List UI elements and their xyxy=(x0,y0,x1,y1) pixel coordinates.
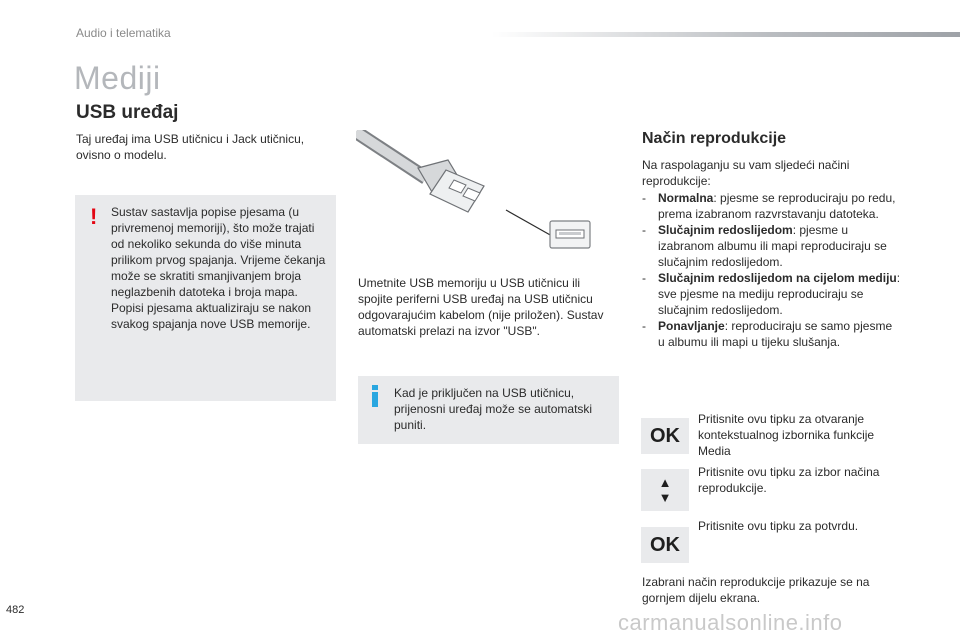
up-down-arrows-icon xyxy=(641,469,689,511)
playback-section-title: Način reprodukcije xyxy=(642,130,787,147)
mode-desc: : reproduciraju se samo pjesme u albumu ili mapi u tijeku slušanja. xyxy=(658,319,893,349)
ok-confirm-button-icon: OK xyxy=(641,527,689,563)
usb-section-title: USB uređaj xyxy=(76,102,179,123)
info-icon xyxy=(370,385,380,407)
warning-icon: ! xyxy=(90,204,98,229)
list-dash: - xyxy=(642,223,646,237)
arrow-down-icon: ▼ xyxy=(658,490,672,505)
arrows-button-description: Pritisnite ovu tipku za izbor načina reprodukcije. xyxy=(698,465,880,495)
mode-desc: : pjesme u izabranom albumu ili mapi reproduciraju se slučajnim redoslijedom. xyxy=(658,223,887,269)
mode-name: Normalna xyxy=(658,191,714,205)
list-item xyxy=(642,190,902,222)
list-dash: - xyxy=(642,271,646,285)
playback-footer-text: Izabrani način reprodukcije prikazuje se na gornjem dijelu ekrana. xyxy=(642,575,870,605)
info-text: Kad je priključen na USB utičnicu, prijenosni uređaj može se automatski puniti. xyxy=(394,386,593,432)
watermark: carmanualsonline.info xyxy=(618,610,843,635)
mode-desc: : pjesme se reproduciraju po redu, prema izabranom razvrstavanju datoteka. xyxy=(658,191,896,221)
list-item xyxy=(642,318,902,350)
ok-button-icon: OK xyxy=(641,418,689,454)
playback-modes-list xyxy=(642,190,902,350)
mode-name: Ponavljanje xyxy=(658,319,725,333)
usb-plug-illustration xyxy=(356,130,596,255)
list-item xyxy=(642,222,902,270)
warning-text: Sustav sastavlja popise pjesama (u privremenoj memoriji), što može trajati od nekoliko sekunda do više minuta prilikom prvog spajanja. Vrijeme čekanja može se skratiti smanjivanjem broja neglazbenih datoteka i broja mapa. Popisi pjesama aktualiziraju se nakon svakog spajanja nove USB memorije. xyxy=(111,205,326,331)
arrow-up-icon: ▲ xyxy=(658,475,672,490)
list-dash: - xyxy=(642,191,646,205)
list-dash: - xyxy=(642,319,646,333)
list-item xyxy=(642,270,902,318)
ok-button-description: Pritisnite ovu tipku za otvaranje kontekstualnog izbornika funkcije Media xyxy=(698,412,875,458)
playback-intro-text: Na raspolaganju su vam sljedeći načini reprodukcije: xyxy=(642,158,850,188)
page-number: 482 xyxy=(6,604,25,616)
mode-name: Slučajnim redoslijedom xyxy=(658,223,793,237)
mode-desc: : sve pjesme na mediju reproduciraju se slučajnim redoslijedom. xyxy=(658,271,901,317)
usb-instructions-text: Umetnite USB memoriju u USB utičnicu ili spojite periferni USB uređaj na USB utičnicu odgovarajućim kabelom (nije priložen). Sustav automatski prelazi na izvor "USB". xyxy=(358,276,604,338)
confirm-button-description: Pritisnite ovu tipku za potvrdu. xyxy=(698,519,859,533)
mode-name: Slučajnim redoslijedom na cijelom mediju xyxy=(658,271,897,285)
page-title: Mediji xyxy=(74,60,161,96)
header-divider xyxy=(492,32,960,37)
header-section-title: Audio i telematika xyxy=(76,26,171,40)
usb-intro-text: Taj uređaj ima USB utičnicu i Jack utičnicu, ovisno o modelu. xyxy=(76,132,305,162)
